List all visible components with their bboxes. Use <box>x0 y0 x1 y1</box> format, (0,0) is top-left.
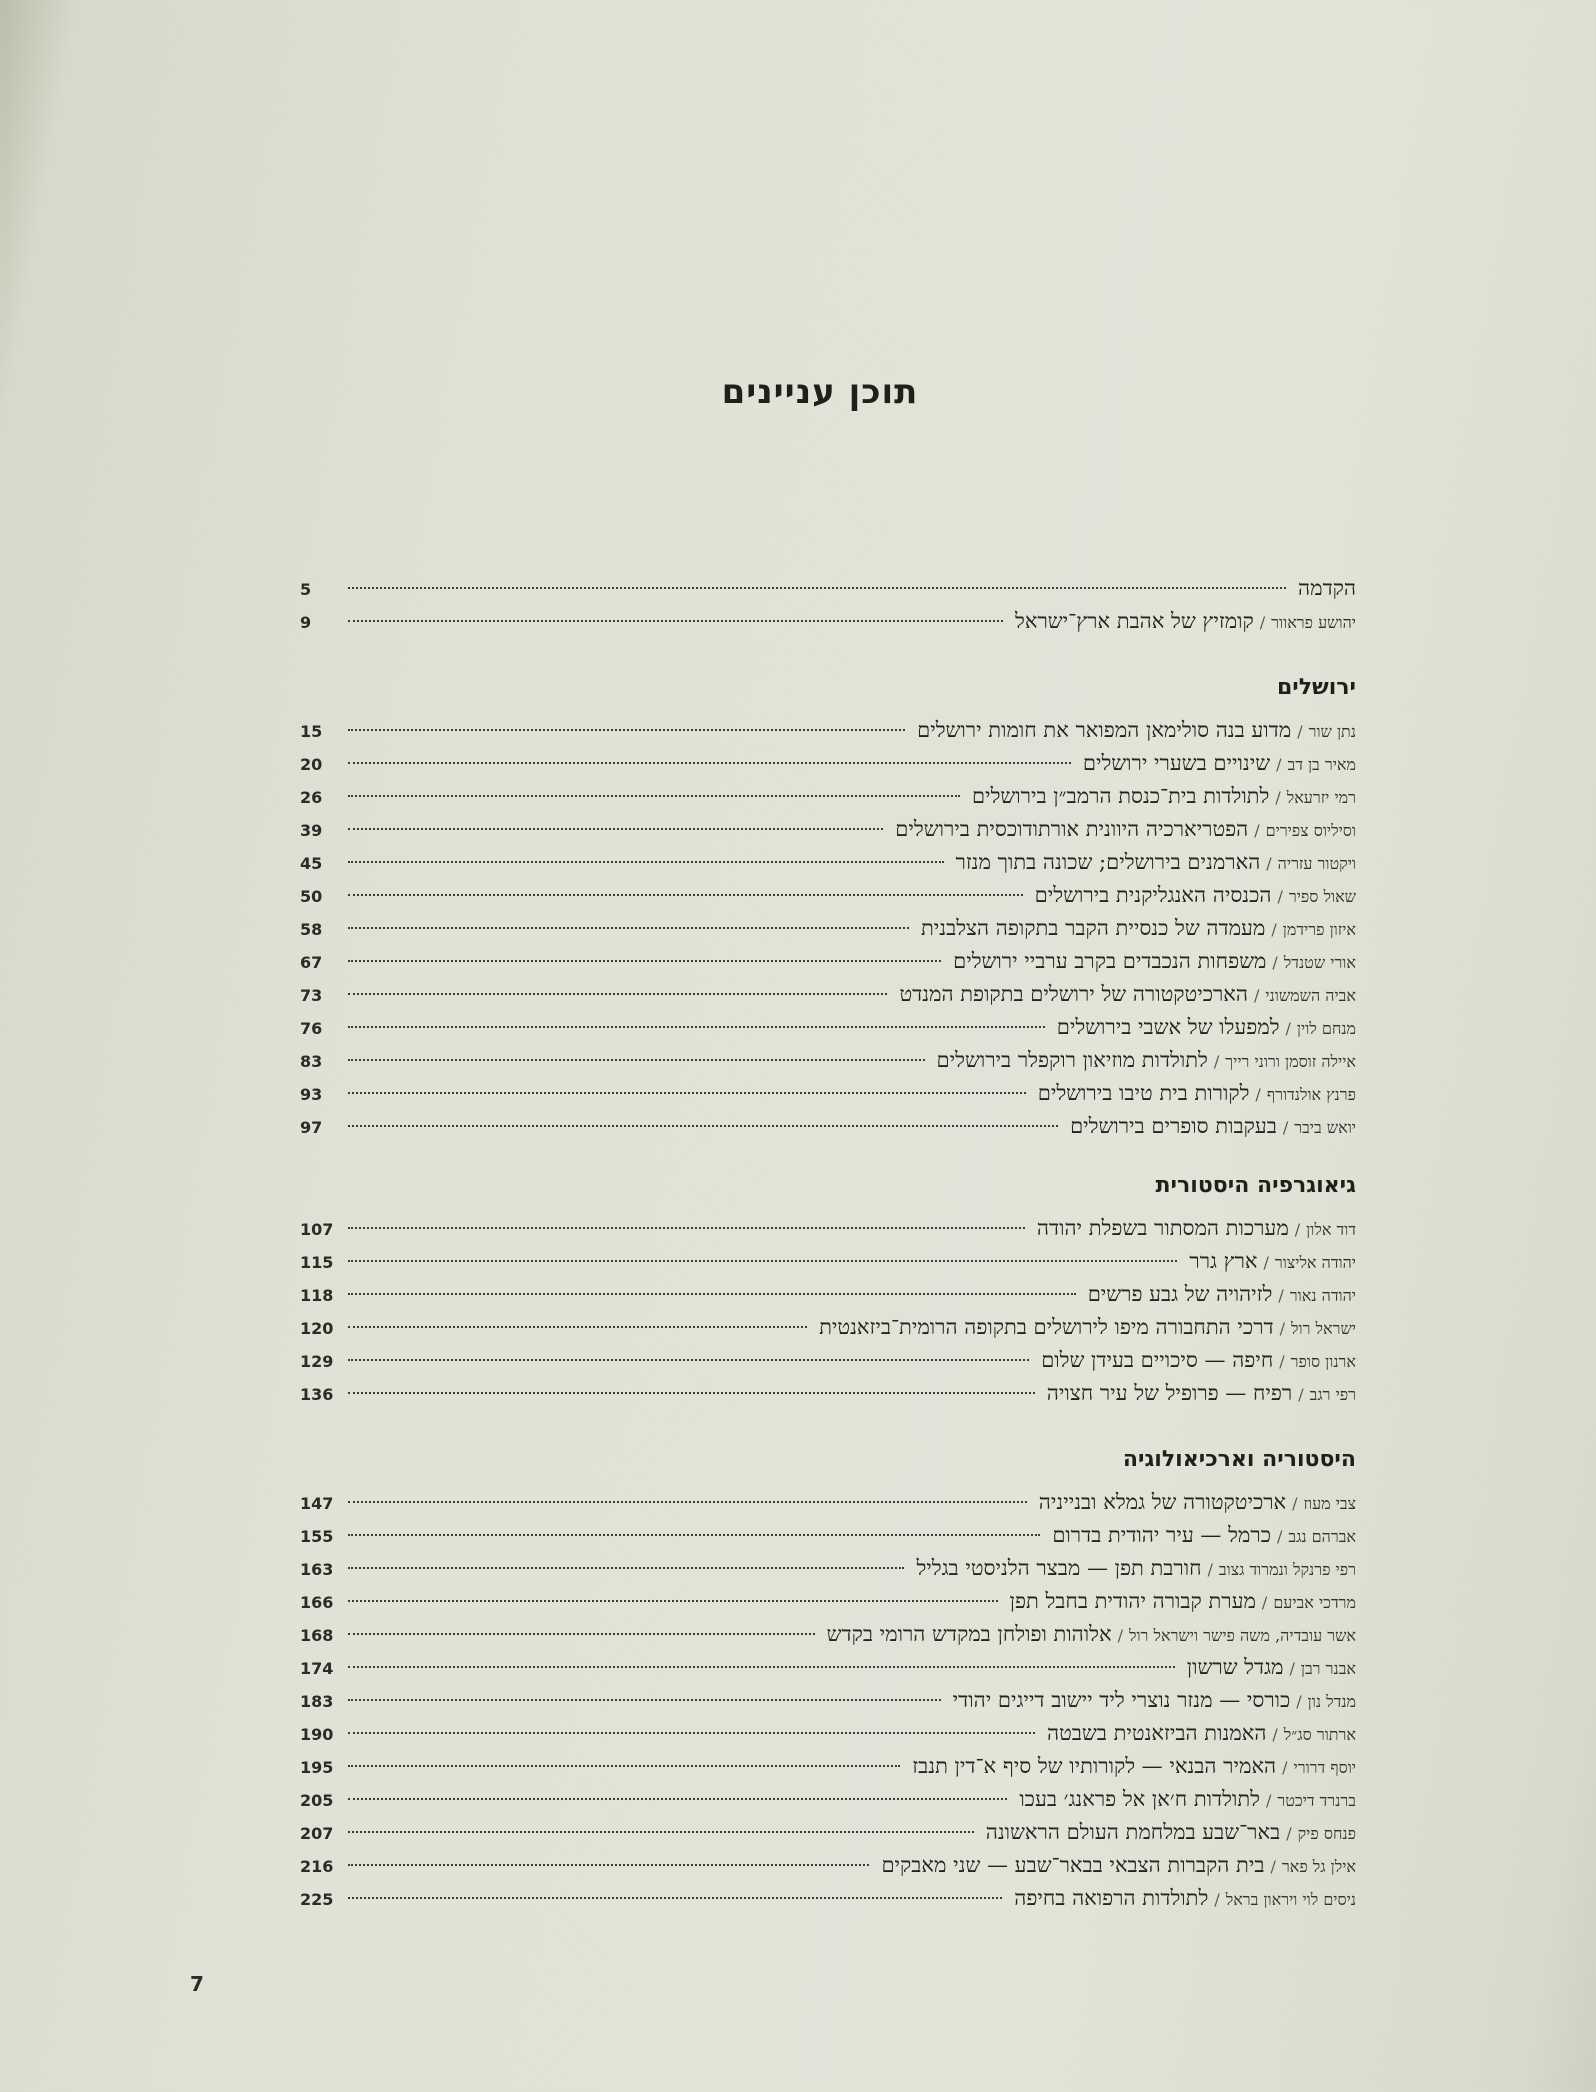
entry-author: איילה זוסמן ורוני רייך <box>1225 1052 1356 1071</box>
dot-leader <box>348 1534 1040 1536</box>
author-separator: / <box>1272 953 1278 972</box>
entry-page-number: 120 <box>300 1319 334 1338</box>
author-separator: / <box>1286 1824 1292 1843</box>
toc-entry <box>300 1651 1356 1684</box>
dot-leader <box>348 1831 974 1833</box>
toc-entry <box>300 1245 1356 1278</box>
entry-page-number: 5 <box>300 580 312 599</box>
author-separator: / <box>1265 1791 1272 1810</box>
entry-title: כורסי — מנזר נוצרי ליד יישוב דייגים יהודי <box>952 1688 1291 1712</box>
author-separator: / <box>1263 1253 1269 1272</box>
toc-entry <box>300 1278 1356 1311</box>
dot-leader <box>348 1897 1002 1899</box>
dot-leader <box>348 1092 1026 1094</box>
dot-leader <box>348 1326 807 1328</box>
entry-page-number: 118 <box>300 1286 334 1305</box>
author-separator: / <box>1292 1494 1298 1513</box>
author-separator: / <box>1297 722 1303 741</box>
toc-entry <box>300 1684 1356 1717</box>
dot-leader <box>348 1359 1029 1361</box>
entry-page-number: 107 <box>300 1220 334 1239</box>
entry-author: רפי רגב <box>1309 1385 1356 1404</box>
toc-entry <box>300 1377 1356 1410</box>
entry-title: מדוע בנה סולימאן המפואר את חומות ירושלים <box>917 718 1292 742</box>
entry-author: ניסים לוי ויראון בראל <box>1225 1890 1356 1909</box>
entry-title: מערת קבורה יהודית בחבל תפן <box>1009 1589 1256 1613</box>
entry-title: לתולדות ח׳אן אל פראנג׳ בעכו <box>1019 1787 1260 1811</box>
entry-author: פרנץ אולנדורף <box>1266 1085 1356 1104</box>
entry-page-number: 39 <box>300 821 323 840</box>
entry-title: חיפה — סיכויים בעידן שלום <box>1041 1348 1274 1372</box>
toc-entry <box>300 747 1356 780</box>
toc-entry <box>300 1618 1356 1651</box>
dot-leader <box>348 762 1071 764</box>
entry-author: ארנון סופר <box>1290 1352 1356 1371</box>
author-separator: / <box>1261 1593 1268 1612</box>
entry-title: הכנסיה האנגליקנית בירושלים <box>1034 883 1272 907</box>
author-separator: / <box>1117 1626 1123 1645</box>
dot-leader <box>348 960 941 962</box>
author-separator: / <box>1282 1118 1289 1137</box>
entry-title: הפטריארכיה היוונית אורתודוכסית בירושלים <box>895 817 1249 841</box>
dot-leader <box>348 1567 904 1569</box>
entry-title: מערכות המסתור בשפלת יהודה <box>1036 1216 1289 1240</box>
entry-author: אורי שטנדל <box>1283 953 1356 972</box>
entry-author: ברנרד דיכטר <box>1277 1791 1356 1810</box>
toc-entry <box>300 1212 1356 1245</box>
author-separator: / <box>1255 1085 1261 1104</box>
toc-entry <box>300 1344 1356 1377</box>
toc-entry <box>300 1750 1356 1783</box>
entry-title: האמנות הביזאנטית בשבטה <box>1047 1721 1267 1745</box>
entry-page-number: 195 <box>300 1758 334 1777</box>
entry-title: הקדמה <box>1298 576 1356 600</box>
entry-page-number: 174 <box>300 1659 334 1678</box>
entry-title: לתולדות בית־כנסת הרמב״ן בירושלים <box>971 784 1270 808</box>
dot-leader <box>348 1293 1076 1295</box>
toc-entry <box>300 1585 1356 1618</box>
entry-author: מאיר בן דב <box>1287 755 1356 774</box>
entry-page-number: 163 <box>300 1560 334 1579</box>
entry-author: יהודה נאור <box>1289 1286 1356 1305</box>
author-separator: / <box>1282 1758 1288 1777</box>
dot-leader <box>348 1765 900 1767</box>
entry-author: יהודה אליצור <box>1274 1253 1356 1272</box>
entry-page-number: 205 <box>300 1791 334 1810</box>
entry-page-number: 136 <box>300 1385 334 1404</box>
author-separator: / <box>1270 1857 1276 1876</box>
entry-author: יואש ביבר <box>1294 1118 1356 1137</box>
entry-page-number: 93 <box>300 1085 323 1104</box>
toc-entry <box>300 1849 1356 1882</box>
dot-leader <box>348 1798 1007 1800</box>
entry-page-number: 129 <box>300 1352 334 1371</box>
entry-page-number: 115 <box>300 1253 334 1272</box>
toc-entry <box>300 846 1356 879</box>
entry-author: אילן גל פאר <box>1281 1857 1356 1876</box>
dot-leader <box>348 1501 1027 1503</box>
entry-page-number: 183 <box>300 1692 334 1711</box>
entry-author: שאול ספיר <box>1288 887 1356 906</box>
entry-title: אלוהות ופולחן במקדש הרומי בקדש <box>826 1622 1112 1646</box>
dot-leader <box>348 927 909 929</box>
entry-author: אברהם נגב <box>1288 1527 1356 1546</box>
entry-title: מגדל שרשון <box>1186 1655 1284 1679</box>
toc-entry <box>300 912 1356 945</box>
author-separator: / <box>1296 1692 1302 1711</box>
entry-author: מנדל נון <box>1307 1692 1356 1711</box>
dot-leader <box>348 1864 869 1866</box>
entry-title: האמיר הבנאי — לקורותיו של סיף א־דין תנבז <box>912 1754 1277 1778</box>
entry-author: דוד אלון <box>1306 1220 1356 1239</box>
entry-page-number: 26 <box>300 788 323 807</box>
toc-intro <box>300 572 1356 638</box>
entry-author: צבי מעוז <box>1303 1494 1356 1513</box>
entry-title: כרמל — עיר יהודית בדרום <box>1052 1523 1271 1547</box>
dot-leader <box>348 587 1286 589</box>
entry-title: בעקבות סופרים בירושלים <box>1070 1114 1277 1138</box>
entry-author: ישראל רול <box>1291 1319 1356 1338</box>
entry-page-number: 76 <box>300 1019 323 1038</box>
entry-author: יהושע פראוור <box>1271 613 1356 632</box>
dot-leader <box>348 828 883 830</box>
toc-entry <box>300 1110 1356 1143</box>
entry-author: מרדכי אביעם <box>1273 1593 1356 1612</box>
section-heading: היסטוריה וארכיאולוגיה <box>1122 1447 1356 1472</box>
toc-entry <box>300 879 1356 912</box>
toc-entry <box>300 1717 1356 1750</box>
entry-author: וסיליוס צפירים <box>1265 821 1356 840</box>
entry-author: נתן שור <box>1308 722 1356 741</box>
entry-title: לזיהויה של גבע פרשים <box>1087 1282 1273 1306</box>
toc-entry <box>300 945 1356 978</box>
entry-title: מעמדה של כנסיית הקבר בתקופה הצלבנית <box>920 916 1266 940</box>
dot-leader <box>348 1026 1045 1028</box>
entry-title: חורבת תפן — מבצר הלניסטי בגליל <box>916 1556 1202 1580</box>
toc-entry <box>300 714 1356 747</box>
entry-author: ויקטור עזריה <box>1277 854 1356 873</box>
toc-entry <box>300 1552 1356 1585</box>
entry-author: איזון פרידמן <box>1282 920 1356 939</box>
dot-leader <box>348 1392 1035 1394</box>
author-separator: / <box>1207 1560 1213 1579</box>
dot-leader <box>348 1699 941 1701</box>
toc-section-jerusalem <box>300 672 1356 1143</box>
dot-leader <box>348 1666 1175 1668</box>
toc-entry <box>300 1783 1356 1816</box>
toc-entry <box>300 1519 1356 1552</box>
author-separator: / <box>1276 755 1282 774</box>
author-separator: / <box>1289 1659 1295 1678</box>
dot-leader <box>348 861 944 863</box>
dot-leader <box>348 1059 925 1061</box>
entry-title: הארמנים בירושלים; שכונה בתוך מנזר <box>955 850 1261 874</box>
author-separator: / <box>1279 1352 1285 1371</box>
author-separator: / <box>1279 1319 1285 1338</box>
author-separator: / <box>1285 1019 1291 1038</box>
entry-page-number: 168 <box>300 1626 334 1645</box>
entry-title: שינויים בשערי ירושלים <box>1082 751 1271 775</box>
dot-leader <box>348 1732 1035 1734</box>
toc-entry <box>300 978 1356 1011</box>
entry-page-number: 45 <box>300 854 323 873</box>
entry-title: באר־שבע במלחמת העולם הראשונה <box>985 1820 1281 1844</box>
author-separator: / <box>1272 1725 1278 1744</box>
entry-author: אביה השמשוני <box>1265 986 1356 1005</box>
page-title: תוכן עניינים <box>721 372 919 412</box>
entry-page-number: 225 <box>300 1890 334 1909</box>
section-heading: גיאוגרפיה היסטורית <box>1155 1173 1356 1198</box>
dot-leader <box>348 795 960 797</box>
entry-title: ארכיטקטורה של גמלא ובנייניה <box>1038 1490 1287 1514</box>
toc-entry <box>300 605 1356 638</box>
entry-page-number: 20 <box>300 755 323 774</box>
toc-entry <box>300 1011 1356 1044</box>
toc-entry <box>300 1486 1356 1519</box>
toc-entry <box>300 1311 1356 1344</box>
entry-title: לקורות בית טיבו בירושלים <box>1037 1081 1250 1105</box>
author-separator: / <box>1294 1220 1301 1239</box>
dot-leader <box>348 1633 815 1635</box>
entry-title: ארץ גרר <box>1189 1249 1258 1273</box>
entry-page-number: 67 <box>300 953 323 972</box>
entry-page-number: 207 <box>300 1824 334 1843</box>
page-number: 7 <box>190 1972 204 1996</box>
author-separator: / <box>1275 788 1281 807</box>
author-separator: / <box>1254 821 1260 840</box>
author-separator: / <box>1271 920 1277 939</box>
dot-leader <box>348 1260 1177 1262</box>
entry-title: לתולדות הרפואה בחיפה <box>1014 1886 1209 1910</box>
entry-title: משפחות הנכבדים בקרב ערביי ירושלים <box>953 949 1267 973</box>
author-separator: / <box>1259 613 1266 632</box>
section-heading: ירושלים <box>1276 675 1356 700</box>
author-separator: / <box>1278 1286 1284 1305</box>
entry-page-number: 83 <box>300 1052 323 1071</box>
entry-author: מנחם לוין <box>1296 1019 1356 1038</box>
toc-entry <box>300 1816 1356 1849</box>
toc-entry <box>300 1882 1356 1915</box>
entry-author: אשר עובדיה, משה פישר וישראל רול <box>1128 1626 1356 1645</box>
entry-page-number: 166 <box>300 1593 334 1612</box>
entry-title: הארכיטקטורה של ירושלים בתקופת המנדט <box>899 982 1248 1006</box>
entry-author: אבנר רבן <box>1300 1659 1356 1678</box>
author-separator: / <box>1298 1385 1304 1404</box>
author-separator: / <box>1253 986 1260 1005</box>
entry-title: דרכי התחבורה מיפו לירושלים בתקופה הרומית־ביזאנטית <box>819 1315 1274 1339</box>
toc-section-historical-geography <box>300 1170 1356 1410</box>
dot-leader <box>348 894 1023 896</box>
dot-leader <box>348 729 905 731</box>
toc-entry <box>300 813 1356 846</box>
dot-leader <box>348 1600 998 1602</box>
entry-page-number: 50 <box>300 887 323 906</box>
entry-title: לתולדות מוזיאון רוקפלר בירושלים <box>936 1048 1208 1072</box>
author-separator: / <box>1266 854 1272 873</box>
toc-section-history-archaeology <box>300 1444 1356 1915</box>
entry-page-number: 216 <box>300 1857 334 1876</box>
entry-author: ארתור סג״ל <box>1283 1725 1356 1744</box>
toc-entry <box>300 1044 1356 1077</box>
entry-page-number: 73 <box>300 986 323 1005</box>
entry-title: רפיח — פרופיל של עיר חצויה <box>1046 1381 1293 1405</box>
entry-page-number: 9 <box>300 613 312 632</box>
author-separator: / <box>1276 1527 1283 1546</box>
author-separator: / <box>1214 1890 1220 1909</box>
entry-author: רפי פרנקל ונמרוד גצוב <box>1218 1560 1356 1579</box>
entry-title: למפעלו של אשבי בירושלים <box>1056 1015 1280 1039</box>
entry-page-number: 147 <box>300 1494 334 1513</box>
entry-title: בית הקברות הצבאי בבאר־שבע — שני מאבקים <box>881 1853 1265 1877</box>
entry-page-number: 97 <box>300 1118 323 1137</box>
entry-page-number: 190 <box>300 1725 334 1744</box>
author-separator: / <box>1213 1052 1220 1071</box>
toc-entry <box>300 1077 1356 1110</box>
dot-leader <box>348 1227 1025 1229</box>
entry-page-number: 155 <box>300 1527 334 1546</box>
entry-author: יוסף דרורי <box>1293 1758 1356 1777</box>
entry-page-number: 58 <box>300 920 323 939</box>
entry-author: רמי יזרעאל <box>1286 788 1356 807</box>
entry-title: קומזיץ של אהבת ארץ־ישראל <box>1015 609 1254 633</box>
entry-author: פנחס פיק <box>1297 1824 1356 1843</box>
dot-leader <box>348 620 1003 622</box>
toc-entry <box>300 780 1356 813</box>
author-separator: / <box>1277 887 1283 906</box>
entry-page-number: 15 <box>300 722 323 741</box>
dot-leader <box>348 1125 1058 1127</box>
dot-leader <box>348 993 887 995</box>
toc-entry <box>300 572 1356 605</box>
